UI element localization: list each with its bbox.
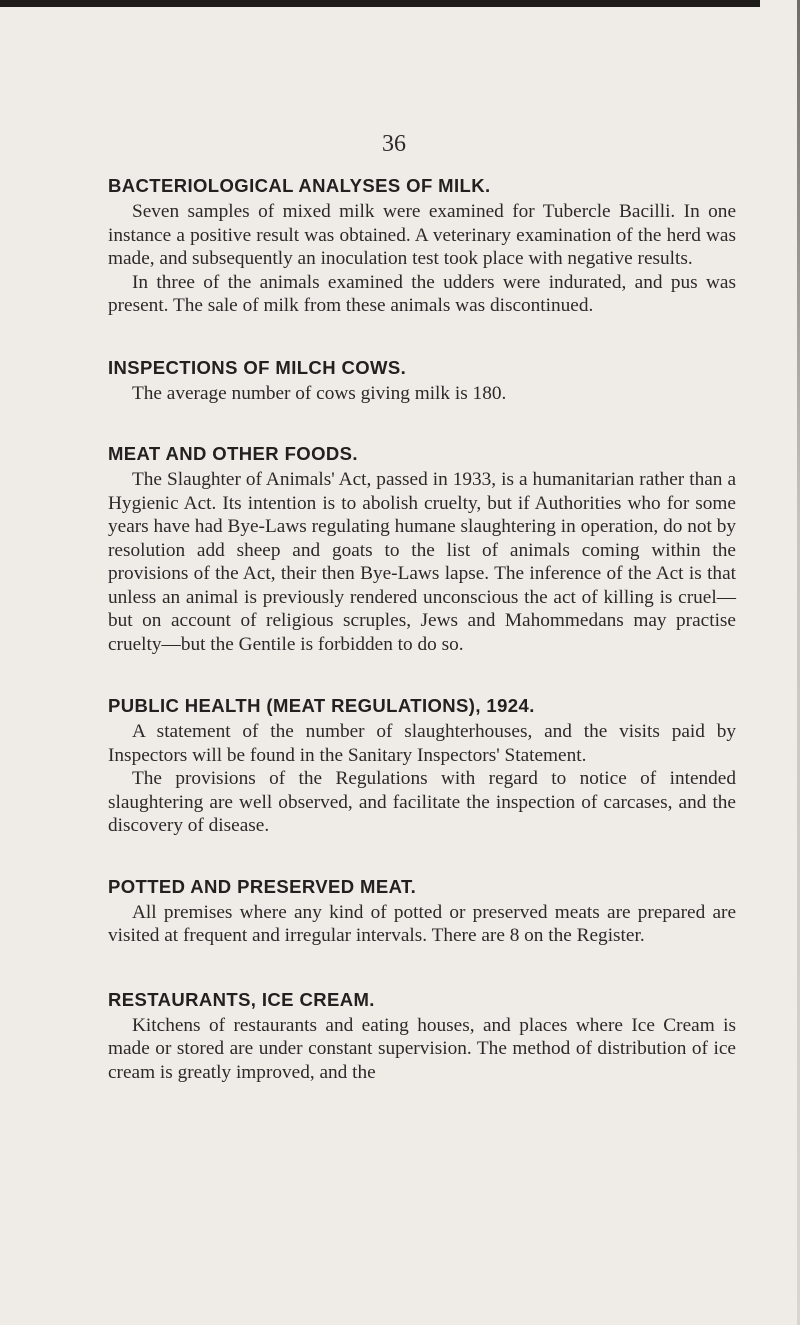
section-heading: BACTERIOLOGICAL ANALYSES OF MILK. (108, 175, 491, 196)
section-public-health-meat-regulations (108, 693, 736, 838)
section-paragraph: Kitchens of restaurants and eating houses, and places where Ice Cream is made or stored are under constant supervision. The method of distribution of ice cream is greatly improved, and the (108, 1014, 736, 1083)
page-content (108, 173, 736, 1084)
section-restaurants-ice-cream (108, 987, 736, 1085)
section-heading: INSPECTIONS OF MILCH COWS. (108, 356, 407, 378)
section-potted-preserved-meat (108, 874, 736, 948)
section-paragraph: The provisions of the Regulations with regard to notice of intended slaughtering are well observed, and facilitate the inspection of carcases, and the discovery of disease. (108, 768, 736, 836)
scan-top-border (0, 0, 760, 7)
section-bacteriological-analyses (108, 173, 736, 318)
section-inspections-milch-cows (108, 355, 736, 406)
section-paragraph: A statement of the number of slaughterhouses, and the visits paid by Inspectors will be found in the Sanitary Inspectors' Statement. (108, 721, 736, 766)
section-meat-other-foods (108, 441, 736, 656)
section-paragraph: In three of the animals examined the udders were indurated, and pus was present. The sale of milk from these animals was discontinued. (108, 271, 736, 316)
section-heading: RESTAURANTS, ICE CREAM. (108, 988, 375, 1010)
section-heading: MEAT AND OTHER FOODS. (108, 443, 358, 464)
section-heading: POTTED AND PRESERVED MEAT. (108, 875, 417, 897)
section-paragraph: The average number of cows giving milk is 180. (132, 382, 507, 404)
page-number: 36 (382, 131, 406, 157)
section-paragraph: All premises where any kind of potted or preserved meats are prepared are visited at frequent and irregular intervals. There are 8 on the Register. (108, 901, 736, 946)
section-heading: PUBLIC HEALTH (MEAT REGULATIONS), 1924. (108, 695, 535, 716)
section-paragraph: Seven samples of mixed milk were examined for Tubercle Bacilli. In one instance a positive result was obtained. A veterinary examination of the herd was made, and subsequently an inoculation test took place with negative results. (108, 201, 736, 269)
section-paragraph: The Slaughter of Animals' Act, passed in 1933, is a humanitarian rather than a Hygienic Act. Its intention is to abolish cruelty, but if Authorities who for some years have had Bye-Laws regulating humane slaughtering in operation, do not by resolution add sheep and goats to the list of animals coming within the provisions of the Act, their then Bye-Laws lapse. The inference of the Act is that unless an animal is previously rendered unconscious the act of killing is cruel—but on account of religious scruples, Jews and Mahommedans may practise cruelty—but the Gentile is forbidden to do so. (108, 469, 736, 655)
